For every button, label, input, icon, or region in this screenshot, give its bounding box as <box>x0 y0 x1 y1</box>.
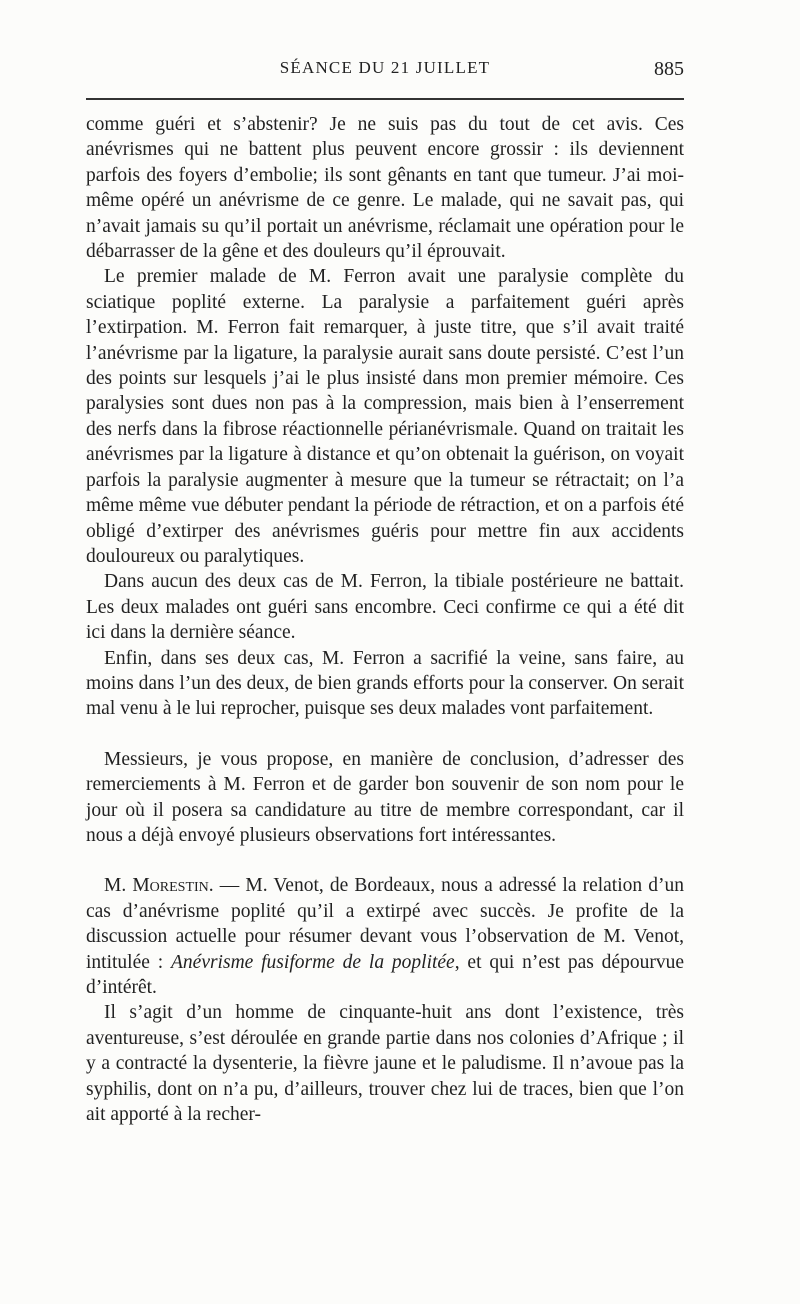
observation-title: Anévrisme fusiforme de la poplitée <box>171 951 455 973</box>
page-header <box>86 58 684 86</box>
paragraph-conclusion: Messieurs, je vous propose, en manière de conclusion, d’adresser des remerciements à M. Ferron et de garder bon souvenir de son nom pour le jour où il posera sa candidature au titre de membre correspondant, car il nous a déjà envoyé plusieurs observations fort intéressantes. <box>86 748 684 846</box>
speaker-prefix: M. <box>104 875 133 897</box>
body-text <box>86 112 684 1127</box>
speaker-name: Morestin <box>132 875 209 897</box>
paragraph-morestin <box>86 873 684 1000</box>
running-head: SÉANCE DU 21 JUILLET <box>279 58 491 77</box>
page-number: 885 <box>654 58 684 80</box>
paragraph-text: , et qui n’est pas dépourvue d’intérêt. <box>86 951 684 998</box>
paragraph: Enfin, dans ses deux cas, M. Ferron a sacrifié la veine, sans faire, au moins dans l’un des deux, de bien grands efforts pour la conserver. On serait mal venu à le lui reprocher, puisque ses deux malades vont parfaitement. <box>86 647 684 720</box>
header-rule <box>86 98 684 100</box>
paragraph-continuation: comme guéri et s’abstenir? Je ne suis pas du tout de cet avis. Ces anévrismes qui ne battent plus peuvent encore grossir : ils deviennent parfois des foyers d’embolie; ils sont gênants en tant que tumeur. J’ai moi-même opéré un anévrisme de ce genre. Le malade, qui ne savait pas, qui n’avait jamais su qu’il portait un anévrisme, réclamait une opération pour le débarrasser de la gêne et des douleurs qu’il éprouvait. <box>86 114 684 263</box>
paragraph: Il s’agit d’un homme de cinquante-huit ans dont l’existence, très aventureuse, s’est déroulée en grande partie dans nos colonies d’Afrique ; il y a contracté la dysenterie, la fièvre jaune et le paludisme. Il n’avoue pas la syphilis, dont on n’a pu, d’ailleurs, trouver chez lui de traces, bien que l’on ait apporté à la recher- <box>86 1002 684 1126</box>
paragraph: Le premier malade de M. Ferron avait une paralysie complète du sciatique poplité externe. La paralysie a parfaitement guéri après l’extirpation. M. Ferron fait remarquer, à juste titre, que s’il avait traité l’anévrisme par la ligature, la paralysie aurait sans doute persisté. C’est l’un des points sur lesquels j’ai le plus insisté dans mon premier mémoire. Ces paralysies sont dues non pas à la compression, mais bien à l’enserrement des nerfs dans la fibrose réactionnelle périanévrismale. Quand on traitait les anévrismes par la ligature à distance et qu’on obtenait la guérison, on voyait parfois la paralysie augmenter à mesure que la tumeur se rétractait; on l’a même même vue débuter pendant la période de rétraction, et on a parfois été obligé d’extirper des anévrismes guéris pour mettre fin aux accidents douloureux ou paralytiques. <box>86 266 684 567</box>
paragraph: Dans aucun des deux cas de M. Ferron, la tibiale postérieure ne battait. Les deux malades ont guéri sans encombre. Ceci confirme ce qui a été dit ici dans la dernière séance. <box>86 571 684 644</box>
paragraph-text: . — M. Venot, de Bordeaux, nous a adressé la relation d’un cas d’anévrisme poplité qu’il a extirpé avec succès. Je profite de la discussion actuelle pour résumer devant vous l’observation de M. Venot, intitulée : <box>86 875 685 973</box>
